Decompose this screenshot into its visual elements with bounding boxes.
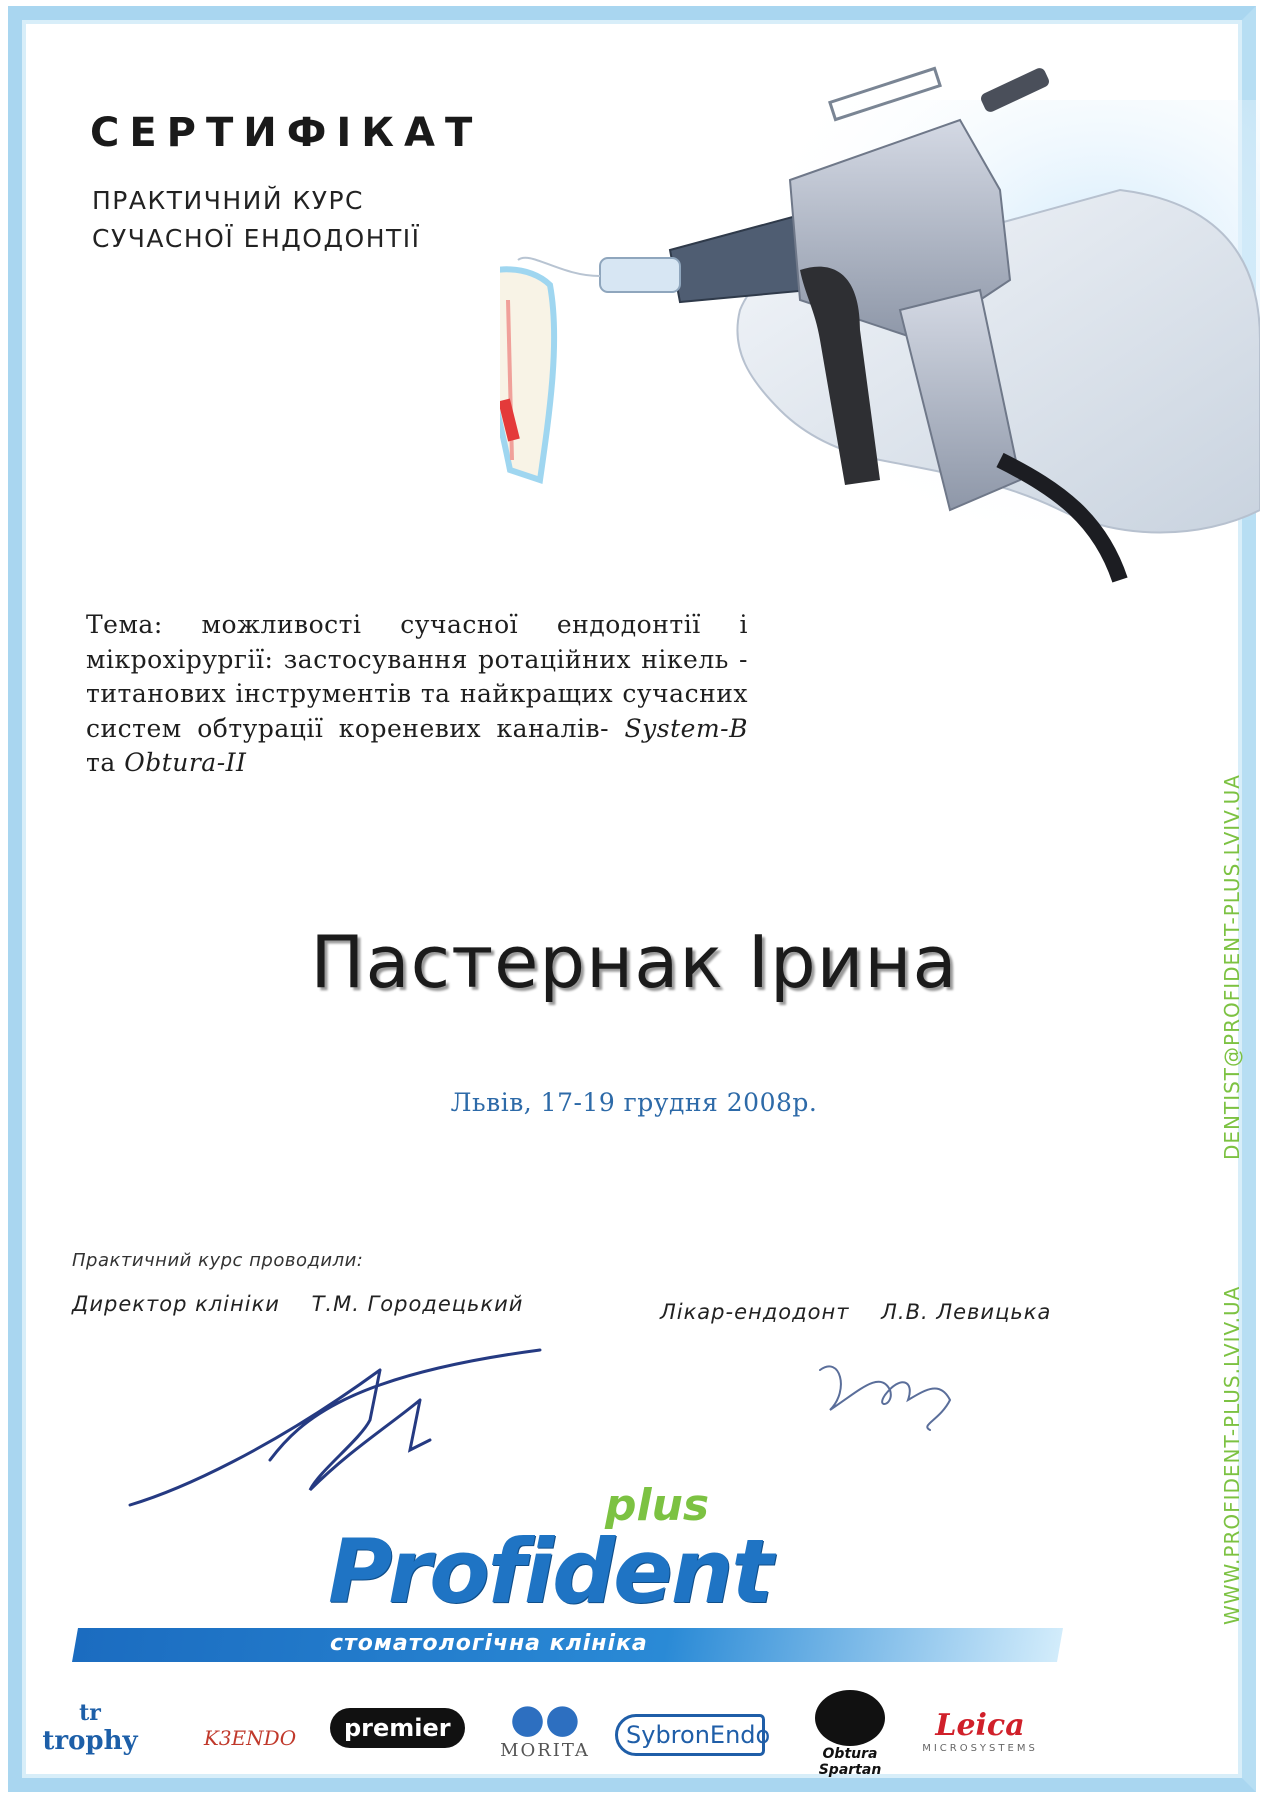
brand-subtitle: стоматологічна клініка <box>330 1631 648 1656</box>
side-email: DENTIST@PROFIDENT-PLUS.LVIV.UA <box>1220 774 1244 1160</box>
topic-text: Тема: можливості сучасної ендодонтії і мікрохірургії: застосування ротаційних нікель - титанових інструментів та найкращих сучасних систем обтурації кореневих каналів- <box>86 610 748 743</box>
topic-conjunction: та <box>86 748 116 777</box>
trophy-text: trophy <box>42 1726 138 1756</box>
conducted-by-label: Практичний курс проводили: <box>72 1250 364 1271</box>
director-signature-line <box>72 1292 547 1316</box>
leica-text: Leica <box>935 1708 1025 1743</box>
course-line-1: ПРАКТИЧНИЙ КУРС <box>92 186 364 215</box>
trophy-logo <box>30 1700 150 1756</box>
endodontist-role: Лікар-ендодонт <box>660 1300 850 1324</box>
morita-mark: ●● <box>510 1696 580 1742</box>
system-b-label: System-B <box>624 713 748 743</box>
course-topic <box>86 608 748 781</box>
morita-logo <box>490 1698 600 1761</box>
obtura-spartan-text: Obtura Spartan <box>818 1746 882 1778</box>
side-website: WWW.PROFIDENT-PLUS.LVIV.UA <box>1220 1285 1244 1625</box>
recipient-name: Пастернак Ірина <box>310 920 958 1004</box>
brand-name: Profident <box>328 1520 772 1623</box>
sybronendo-text: SybronEndo <box>615 1714 765 1756</box>
trophy-mark: tr <box>79 1700 101 1726</box>
course-line-2: СУЧАСНОЇ ЕНДОДОНТІЇ <box>92 224 421 253</box>
obturation-gun-illustration <box>500 40 1260 600</box>
certificate-title: СЕРТИФІКАТ <box>90 110 483 156</box>
partner-logos <box>30 1690 1040 1790</box>
premier-logo <box>330 1708 460 1748</box>
morita-text: MORITA <box>500 1740 590 1761</box>
leica-microsystems-text: MICROSYSTEMS <box>922 1743 1038 1754</box>
endodontist-signature <box>790 1330 990 1440</box>
place-date: Львів, 17-19 грудня 2008р. <box>450 1088 818 1117</box>
endodontist-name: Л.В. Левицька <box>881 1300 1052 1324</box>
endodontist-signature-line <box>660 1300 1075 1324</box>
obtura-spartan-logo <box>795 1690 905 1778</box>
premier-text: premier <box>330 1708 465 1748</box>
obtura-emblem <box>815 1690 885 1746</box>
course-title <box>92 182 421 258</box>
director-role: Директор клініки <box>72 1292 280 1316</box>
k3endo-text: K3ENDO <box>203 1726 297 1750</box>
k3endo-logo <box>180 1726 320 1750</box>
sybronendo-logo <box>615 1714 771 1756</box>
obtura-label: Obtura-II <box>124 748 247 777</box>
leica-logo <box>920 1708 1040 1754</box>
brand-plus: plus <box>605 1480 710 1531</box>
director-name: Т.М. Городецький <box>311 1292 524 1316</box>
